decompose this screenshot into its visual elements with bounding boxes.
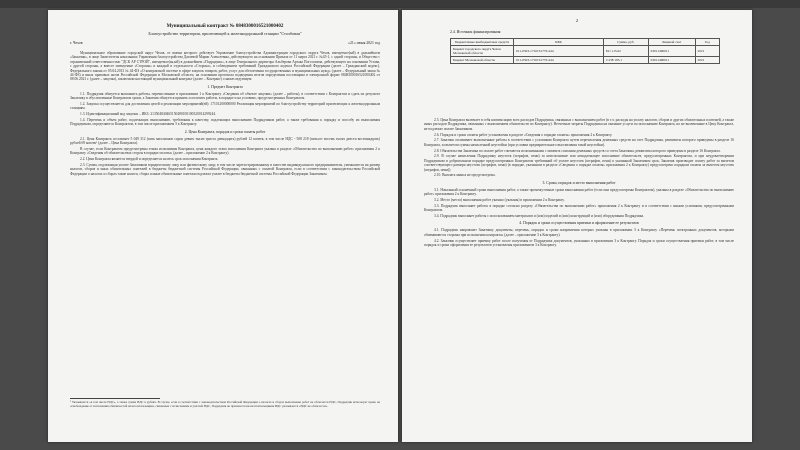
table-row <box>451 57 720 64</box>
cell: Бюджет городского округа Чехов Московской области <box>451 46 514 57</box>
table-row <box>451 46 720 57</box>
cell: 011-0503-17101S1770-244 <box>514 46 604 57</box>
footnote: ¹ Указывается «в том числе НДС», а также сумма НДС в рублях. В случае, если в соответствии с законодательством Российской Федерации о налогах и сборах выполнение работ не облагается НДС, Подрядчик использует право на освобождение от исполнения обязанностей налогоплательщика, связанных с исчислением и уплатой НДС, Подрядчик не признается налогоплательщиком НДС указывается «НДС не облагается». <box>70 400 380 408</box>
paragraph: 4.2. Заказчик осуществляет приемку работ после получения от Подрядчика документов, указанных в приложении 3 к Контракту. Порядок и сроки осуществления приемки работ, в том числе порядок и сроки оформления ее результатов установлены приложением 3 к Контракту. <box>424 238 734 248</box>
header-cell: Лицевой счет <box>648 39 695 46</box>
paragraph: 3.4. Подрядчик выполняет работы с использованием материалов и (или) изделий и (или) конструкций и (или) оборудования Подрядчика. <box>434 214 645 219</box>
paragraph: 2.5. Цена Контракта включает в себя компенсацию всех расходов Подрядчика, связанных с выполнением работ (в т.ч. расходы на уплату налогов, сборов и других обязательных платежей, а также иных расходов Подрядчика, связанных с выполнением обязательств по Контракту). Несчетные затраты Подрядчика на оказание услуги по исполнению Контракта, но не включенные в Цену Контракта, не подлежат оплате Заказчиком. <box>424 118 734 131</box>
intro-paragraph: Муниципальное образование городской округ Чехов, от имени которого действует Управление благоустройства Администрации городского округа Чехов, именуемое(ый) в дальнейшем «Заказчик», в лице Заместителя начальника Управления благоустройства Дагаевой Марии Алексеевны, действующего на основании Приказа от 11 марта 2021 г. №45-1, с одной стороны, и Общество с ограниченной ответственностью "ДСК АР СТРОЙ", именуемое(ая,ый) в дальнейшем «Подрядчик», в лице Генерального директора Альберова Артака Погосовича, действующего на основании Устава, с другой стороны, а вместе именуемые «Стороны» и каждый в отдельности «Сторона», в соблюдением требований Гражданского кодекса Российской Федерации (далее – Гражданский кодекс), Федерального закона от 05.04.2013 № 44-ФЗ «О контрактной системе в сфере закупок товаров, работ, услуг для обеспечения государственных и муниципальных нужд» (далее – Федеральный закон № 44-ФЗ) и иных правовых актов Российской Федерации и Московской области, на основании протокола подведения итогов определения поставщика в электронной форме 0848300016521000402 от 08.06.2021 г. (далее – закупка), заключили настоящий муниципальный контракт (далее – Контракт) о нижеследующем: <box>70 51 380 82</box>
section-4-heading: 4. Порядок и сроки осуществления приемки и оформление ее результатов <box>519 221 639 226</box>
section-3-heading: 3. Сроки, порядок и место выполнения работ <box>542 180 616 185</box>
paragraph: 1.3. Идентификационный код закупки – ИКЗ: 213504840465150480100100320014299244. <box>80 112 216 117</box>
paragraph: 2.9. В случае начисления Подрядчику неустоек (штрафов, пени) за неисполнение или ненадлежащее исполнение обязательств, предусмотренных Контрактом, и при неудовлетворении Подрядчиком в добровольном порядке предусмотренных Контрактом требований об уплате неустоек (штрафов, пени) к указанный Заказчиком срок, Заказчик производит оплату работ за вычетом соответствующего размера неустоек (штрафов, пени) (в порядке, указанном в разделе «Сведения о порядке оплаты» приложения 2 к Контракту) предусмотрено порядком оплаты за вычетом неустоек (штрафов, пени)). <box>424 154 734 172</box>
paragraph: 1.2. Закупка осуществляется для достижения целей и реализации мероприятий(ей): 17101200000000 Реализация мероприятий по благоустройству территорий прилегающих к железнодорожным станциям. <box>70 102 380 111</box>
document-page-2 <box>402 10 752 442</box>
cell: 2021 <box>695 46 719 57</box>
header-cell: Бюджет/иные внебюджетные средств <box>451 39 514 46</box>
header-cell: Сумма, руб. <box>603 39 648 46</box>
contract-title: Муниципальный контракт № 0848300016521000402 <box>166 24 284 29</box>
paragraph: 3.2. Место (места) выполнения работ указано (указаны) в приложении 2 к Контракту. <box>434 198 565 203</box>
paragraph: 2.1. Цена Контракта составляет 5 049 312 (пять миллионов сорок девять тысяч триста двенадцать) рублей 12 копеек, в том числе НДС - 508 218 (пятьсот восемь тысяч двести восемнадцать) рублей 69 копеек¹ (далее – Цена Контракта). <box>70 136 380 146</box>
paragraph: 2.8. Обязательства Заказчика по оплате работ считаются исполненными с момента списания денежных средств со счета Заказчика, реквизиты которого приведены в разделе 16 Контракта. <box>434 148 721 153</box>
cell: 2021 <box>695 57 719 64</box>
paragraph: 2.6. Порядок и сроки оплаты работ установлены в разделе «Сведения о порядке оплаты» приложения 2 к Контракту. <box>434 132 613 137</box>
paragraph: 4.1. Подрядчик направляет Заказчику документы, перечень, порядок и сроки направления которых указаны в приложении 3 к Контракту «Перечень электронных документов, которыми обмениваются стороны при исполнении контракта» (далее – приложение 3 к Контракту). <box>424 228 734 237</box>
contract-subtitle: Благоустройство территории, прилегающей к железнодорожной станции "Столбовая" <box>148 31 302 36</box>
financing-table <box>450 38 720 64</box>
cell: 03011490011 <box>648 57 695 64</box>
header-cell: Год <box>695 39 719 46</box>
table-header-row <box>451 39 720 46</box>
paragraph: В случае, если Контрактом предусмотрены этапы исполнения Контракта, цена каждого этапа исполнения Контракта указана в разделе «Обязательства по выполнению работ» приложения 2 к Контракту «Сведения об обязательствах сторон в порядке оплаты» (далее – приложение 2 к Контракту). <box>70 147 380 156</box>
header-cell: КБК <box>514 39 604 46</box>
cell: 811 115.02 <box>603 46 648 57</box>
section-1-heading: 1. Предмет Контракта <box>207 84 243 89</box>
paragraph: 1.1. Подрядчик обязуется выполнить работы, перечисленные в приложении 1 к Контракту «Сведения об объекте закупки» (далее – работы), в соответствии с Контрактом и сдать их результат Заказчику в обусловленные Контрактом сроки, а Заказчик обязуется принять и оплатить работы, в порядке и на условиях, предусмотренных Контрактом. <box>70 91 380 101</box>
financing-title: 2.4. Источник финансирования: <box>450 30 502 34</box>
paragraph: 2.7. Заказчик оплачивает выполненные работы в соответствии с условиями Контракта путем перечисления денежных средств на счет Подрядчика, реквизиты которого приведены в разделе 16 Контракта, за вычетом суммы начисленной неустойки (при условии предварительного выставления такой неустойки). <box>424 138 734 147</box>
section-2-heading: 2. Цена Контракта, порядок и сроки оплаты работ <box>184 129 266 134</box>
cell: 03011490011 <box>648 46 695 57</box>
viewer-top-bar <box>0 0 800 8</box>
paragraph: 2.3. Сумма, подлежащая уплате Заказчиком юридическому лицу или физическому лицу, в том числе зарегистрированному в качестве индивидуального предпринимателя, уменьшается на размер налогов, сборов и иных обязательных платежей в бюджеты бюджетной системы Российской Федерации, связанных с оплатой Контракта, если в соответствии с законодательством Российской Федерации о налогах и сборах такие налоги, сборы и иные обязательные платежи подлежат уплате в бюджеты бюджетной системы Российской Федерации Заказчиком. <box>70 163 380 176</box>
city: г. Чехов <box>70 41 83 45</box>
cell: 2 238 195.1 <box>603 57 648 64</box>
footnote-divider <box>70 398 160 399</box>
paragraph: 3.1. Начальный и конечный сроки выполнения работ, а также промежуточные сроки выполнения работ (если они предусмотрены Контрактом), указаны в разделе «Обязательства по выполнению работ» приложения 2 к Контракту. <box>424 187 734 197</box>
document-page-1 <box>48 10 398 442</box>
date-line <box>70 41 380 46</box>
paragraph: 1.4. Перечень и объем работ, подлежащих выполнению, требования к качеству, подлежащих выполнению Подрядчиком работ, а также требования к порядку и способу их выполнения Подрядчиком, определяются Контрактом, в том числе приложением 5 к Контракту. <box>70 118 380 127</box>
paragraph: 2.2. Цена Контракта является твердой и определяется на весь срок исполнения Контракта. <box>80 157 219 162</box>
paragraph: 3.3. Подрядчик выполняет работы в порядке согласно разделу «Обязательства по выполнению работ» приложения 2 к Контракту и в соответствии с иными условиями, предусмотренными Контрактом. <box>424 203 734 213</box>
page-number: 2 <box>575 18 579 23</box>
paragraph: 2.10. Выплата аванса не предусмотрена. <box>434 173 496 178</box>
contract-date: «21» июня 2021 год <box>348 41 380 45</box>
cell: 011-0503-17101S1770-244 <box>514 57 604 64</box>
cell: Бюджет Московской области <box>451 57 514 64</box>
